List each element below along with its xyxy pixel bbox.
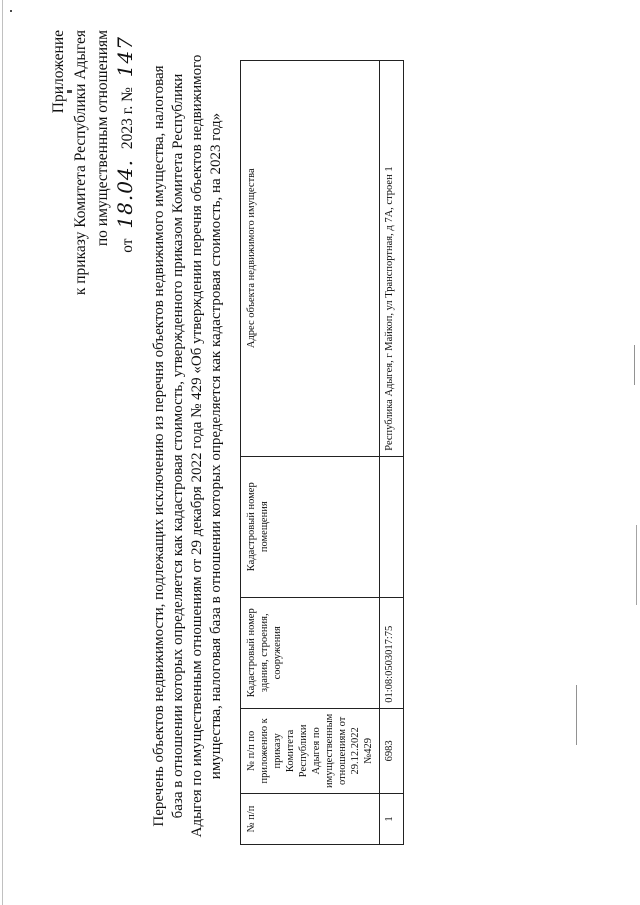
scan-speck [10, 10, 12, 12]
appendix-date-number-line [114, 30, 139, 295]
scan-edge-line-top [2, 0, 3, 905]
appendix-committee-line: по имущественным отношениям [94, 30, 111, 247]
cell-premises-cadastral [380, 456, 404, 597]
handwritten-order-number: 147 [113, 36, 137, 78]
appendix-label: Приложение [50, 30, 67, 114]
date-prefix: от [119, 238, 136, 253]
scan-edge-line [576, 685, 577, 745]
table-row [380, 60, 404, 844]
cell-address: Республика Адыгея, г Майкоп, ул Транспортная, д 7А, строен 1 [380, 60, 404, 456]
header-appendix-number: № п/п по приложению к приказу Комитета Республики Адыгея по имущественным отношениям от 29.12.2022 №429 [241, 708, 380, 793]
cell-building-cadastral: 01:08:0503017:75 [380, 597, 404, 708]
header-building-cadastral: Кадастровый номер здания, строения, сооружения [241, 597, 380, 708]
appendix-header [48, 30, 139, 295]
table-header-row [241, 60, 380, 844]
cell-appendix-number: 6983 [380, 708, 404, 793]
property-exclusion-table [240, 60, 404, 845]
year-number-label: 2023 г. № [119, 87, 136, 150]
scan-edge-line [636, 525, 637, 605]
document-title: Перечень объектов недвижимости, подлежащих исключению из перечня объектов недвижимого имущества, налоговая база в отношении которых определяется как кадастровая стоимость, утвержденного приказом Комитета Республики Адыгея по имущественным отношениям от 29 декабря 2022 года № 429 «Об утверждении перечня объектов недвижимого имущества, налоговая база в отношении которых определяется как кадастровая стоимость, на 2023 год» [151, 54, 224, 838]
header-premises-cadastral: Кадастровый номер помещения [241, 456, 380, 597]
header-row-number: № п/п [241, 794, 380, 845]
cell-row-number: 1 [380, 794, 404, 845]
handwritten-date: 18.04. [113, 158, 137, 229]
header-address: Адрес объекта недвижимого имущества [241, 60, 380, 456]
scan-edge-line [634, 345, 635, 385]
appendix-order-line: к приказу Комитета Республики Адыгея [72, 30, 89, 296]
